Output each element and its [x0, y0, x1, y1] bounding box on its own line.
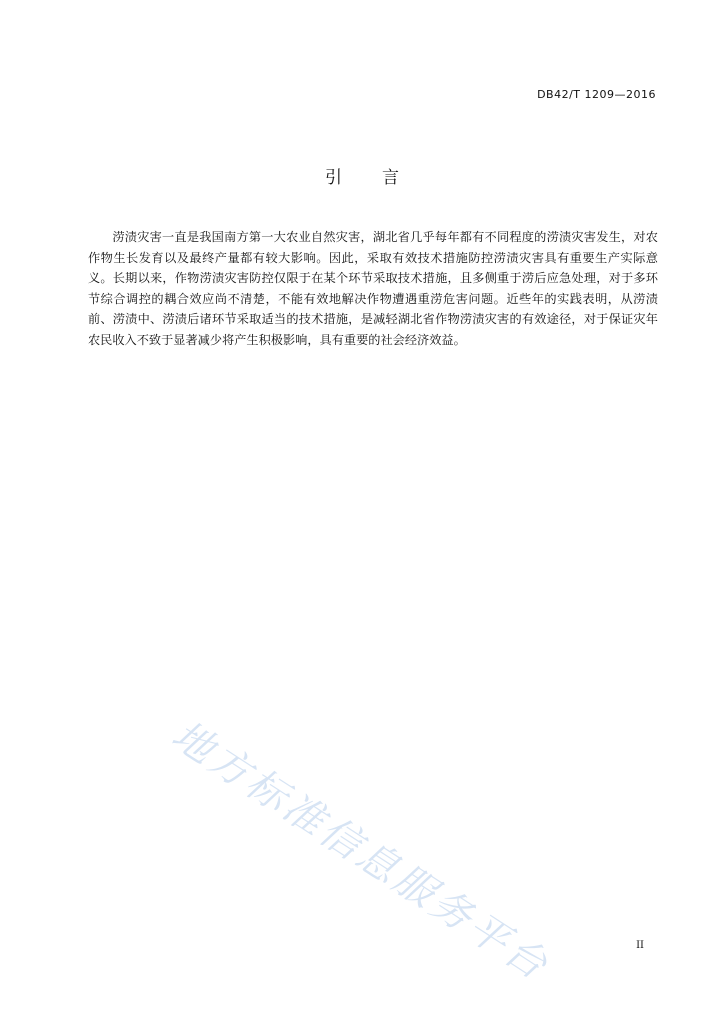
section-title-char: 言	[382, 168, 399, 188]
section-title	[0, 163, 724, 188]
section-title-char: 引	[325, 168, 342, 188]
standard-number: DB42/T 1209—2016	[537, 88, 656, 101]
introduction-paragraph: 涝渍灾害一直是我国南方第一大农业自然灾害，湖北省几乎每年都有不同程度的涝渍灾害发生，对农作物生长发育以及最终产量都有较大影响。因此，采取有效技术措施防控涝渍灾害具有重要生产实际意义。长期以来，作物涝渍灾害防控仅限于在某个环节采取技术措施，且多侧重于涝后应急处理，对于多环节综合调控的耦合效应尚不清楚，不能有效地解决作物遭遇重涝危害问题。近些年的实践表明，从涝渍前、涝渍中、涝渍后诸环节采取适当的技术措施，是减轻湖北省作物涝渍灾害的有效途径，对于保证灾年农民收入不致于显著减少将产生积极影响，具有重要的社会经济效益。	[88, 230, 658, 347]
watermark: 地方标准信息服务平台	[163, 712, 558, 991]
page-number: II	[636, 940, 644, 951]
